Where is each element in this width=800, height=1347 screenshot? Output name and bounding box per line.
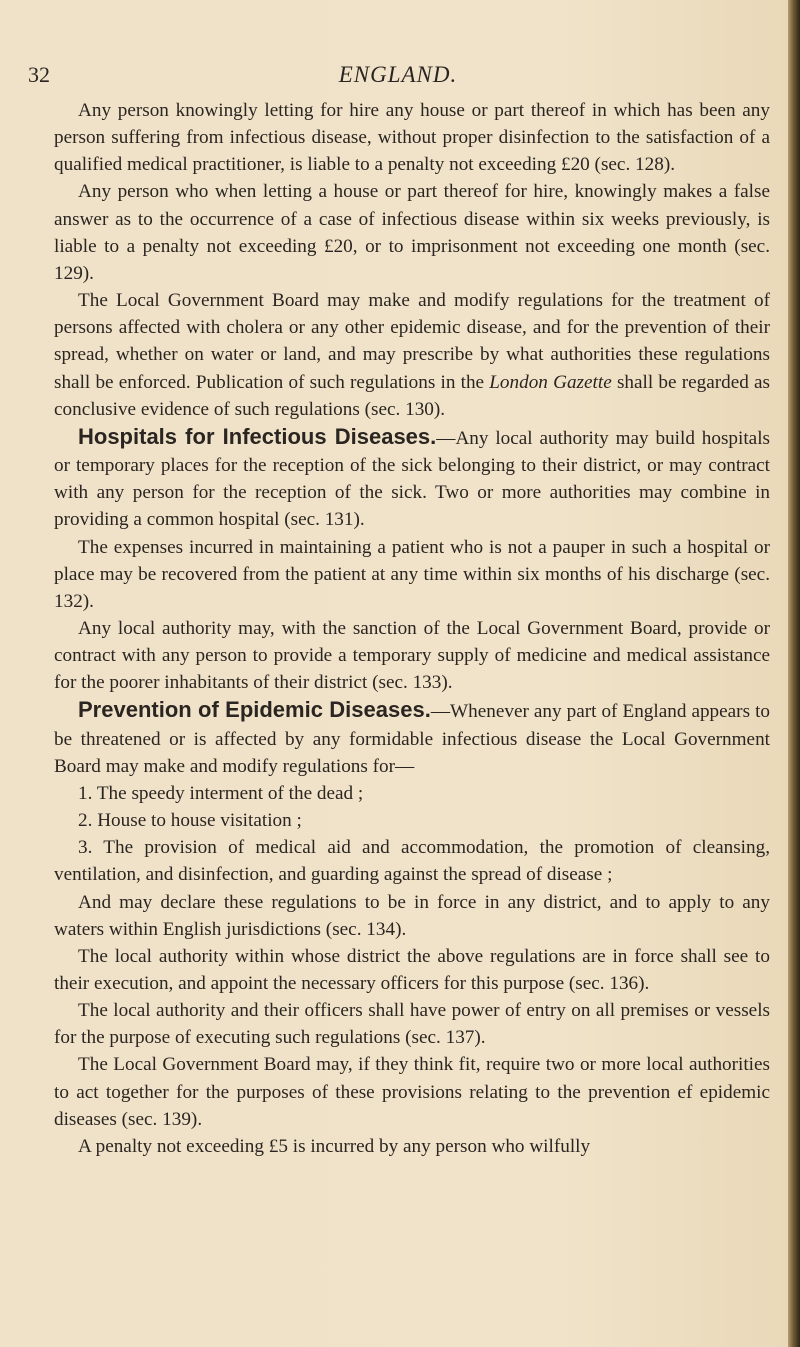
paragraph: Any local authority may, with the sanction of the Local Government Board, provide or contract with any person to provide a temporary supply of medicine and medical assistance for the poorer inhabitants of their district (sec. 133). — [54, 617, 770, 694]
paragraph — [54, 287, 770, 423]
page-header — [28, 62, 768, 92]
page-edge — [788, 0, 800, 1347]
running-title: ENGLAND. — [338, 62, 458, 87]
paragraph: The expenses incurred in maintaining a patient who is not a pauper in such a hospital or place may be recovered from the patient at any time within six months of his discharge (sec. 132). — [54, 536, 770, 612]
section-heading-epidemic: Prevention of Epidemic Diseases. — [78, 697, 431, 723]
paragraph — [54, 696, 770, 779]
list-item: 2. House to house visitation ; — [78, 810, 302, 832]
page-number: 32 — [28, 62, 50, 87]
paragraph-text: The Local Government Board may make and modify regulations for the treatment of persons affected with cholera or any other epidemic disease, and for the prevention of their spread, whether on water or land, and may prescribe by what authorities these regulations shall be enforced. Publication of such regulations in the — [54, 290, 770, 393]
paragraph: The local authority and their officers shall have power of entry on all premises or vessels for the purpose of executing such regulations (sec. 137). — [54, 1000, 770, 1049]
paragraph: Any person knowingly letting for hire any house or part thereof in which has been any person suffering from infectious disease, without proper disinfection to the satisfaction of a qualified medical practitioner, is liable to a penalty not exceeding £20 (sec. 128). — [54, 100, 770, 176]
list-item: 3. The provision of medical aid and accommodation, the promotion of cleansing, ventilation, and disinfection, and guarding against the spread of disease ; — [54, 837, 770, 886]
paragraph-text: —Any local authority may build hospitals or temporary places for the reception of the sick belonging to their district, or may contract with any person for the reception of the sick. Two or more authorities may combine in providing a common hospital (sec. 131). — [54, 427, 770, 531]
regulation-list — [54, 780, 770, 889]
paragraph: The local authority within whose district the above regulations are in force shall see to their execution, and appoint the necessary officers for this purpose (sec. 136). — [54, 945, 770, 994]
paragraph-text: —Whenever any part of England appears to be threatened or is affected by any formidable infectious disease the Local Government Board may make and modify regulations for— — [54, 701, 770, 777]
paragraph: A penalty not exceeding £5 is incurred by any person who wilfully — [78, 1135, 591, 1157]
paragraph: And may declare these regulations to be in force in any district, and to apply to any waters within English jurisdictions (sec. 134). — [54, 891, 770, 940]
paragraph — [54, 423, 770, 534]
paragraph-text: shall be regarded as conclusive evidence of such regulations (sec. 130). — [54, 371, 770, 420]
publication-title: London Gazette — [489, 371, 612, 393]
page-body — [54, 97, 770, 1160]
section-heading-hospitals: Hospitals for Infectious Diseases. — [78, 423, 437, 449]
paragraph: The Local Government Board may, if they think fit, require two or more local authorities to act together for the purposes of these provisions relating to the prevention ef epidemic diseases (sec. 139). — [54, 1054, 770, 1130]
list-item: 1. The speedy interment of the dead ; — [78, 782, 364, 804]
paragraph: Any person who when letting a house or part thereof for hire, knowingly makes a false answer as to the occurrence of a case of infectious disease within six weeks previously, is liable to a penalty not exceeding £20, or to imprisonment not exceeding one month (sec. 129). — [54, 181, 770, 284]
